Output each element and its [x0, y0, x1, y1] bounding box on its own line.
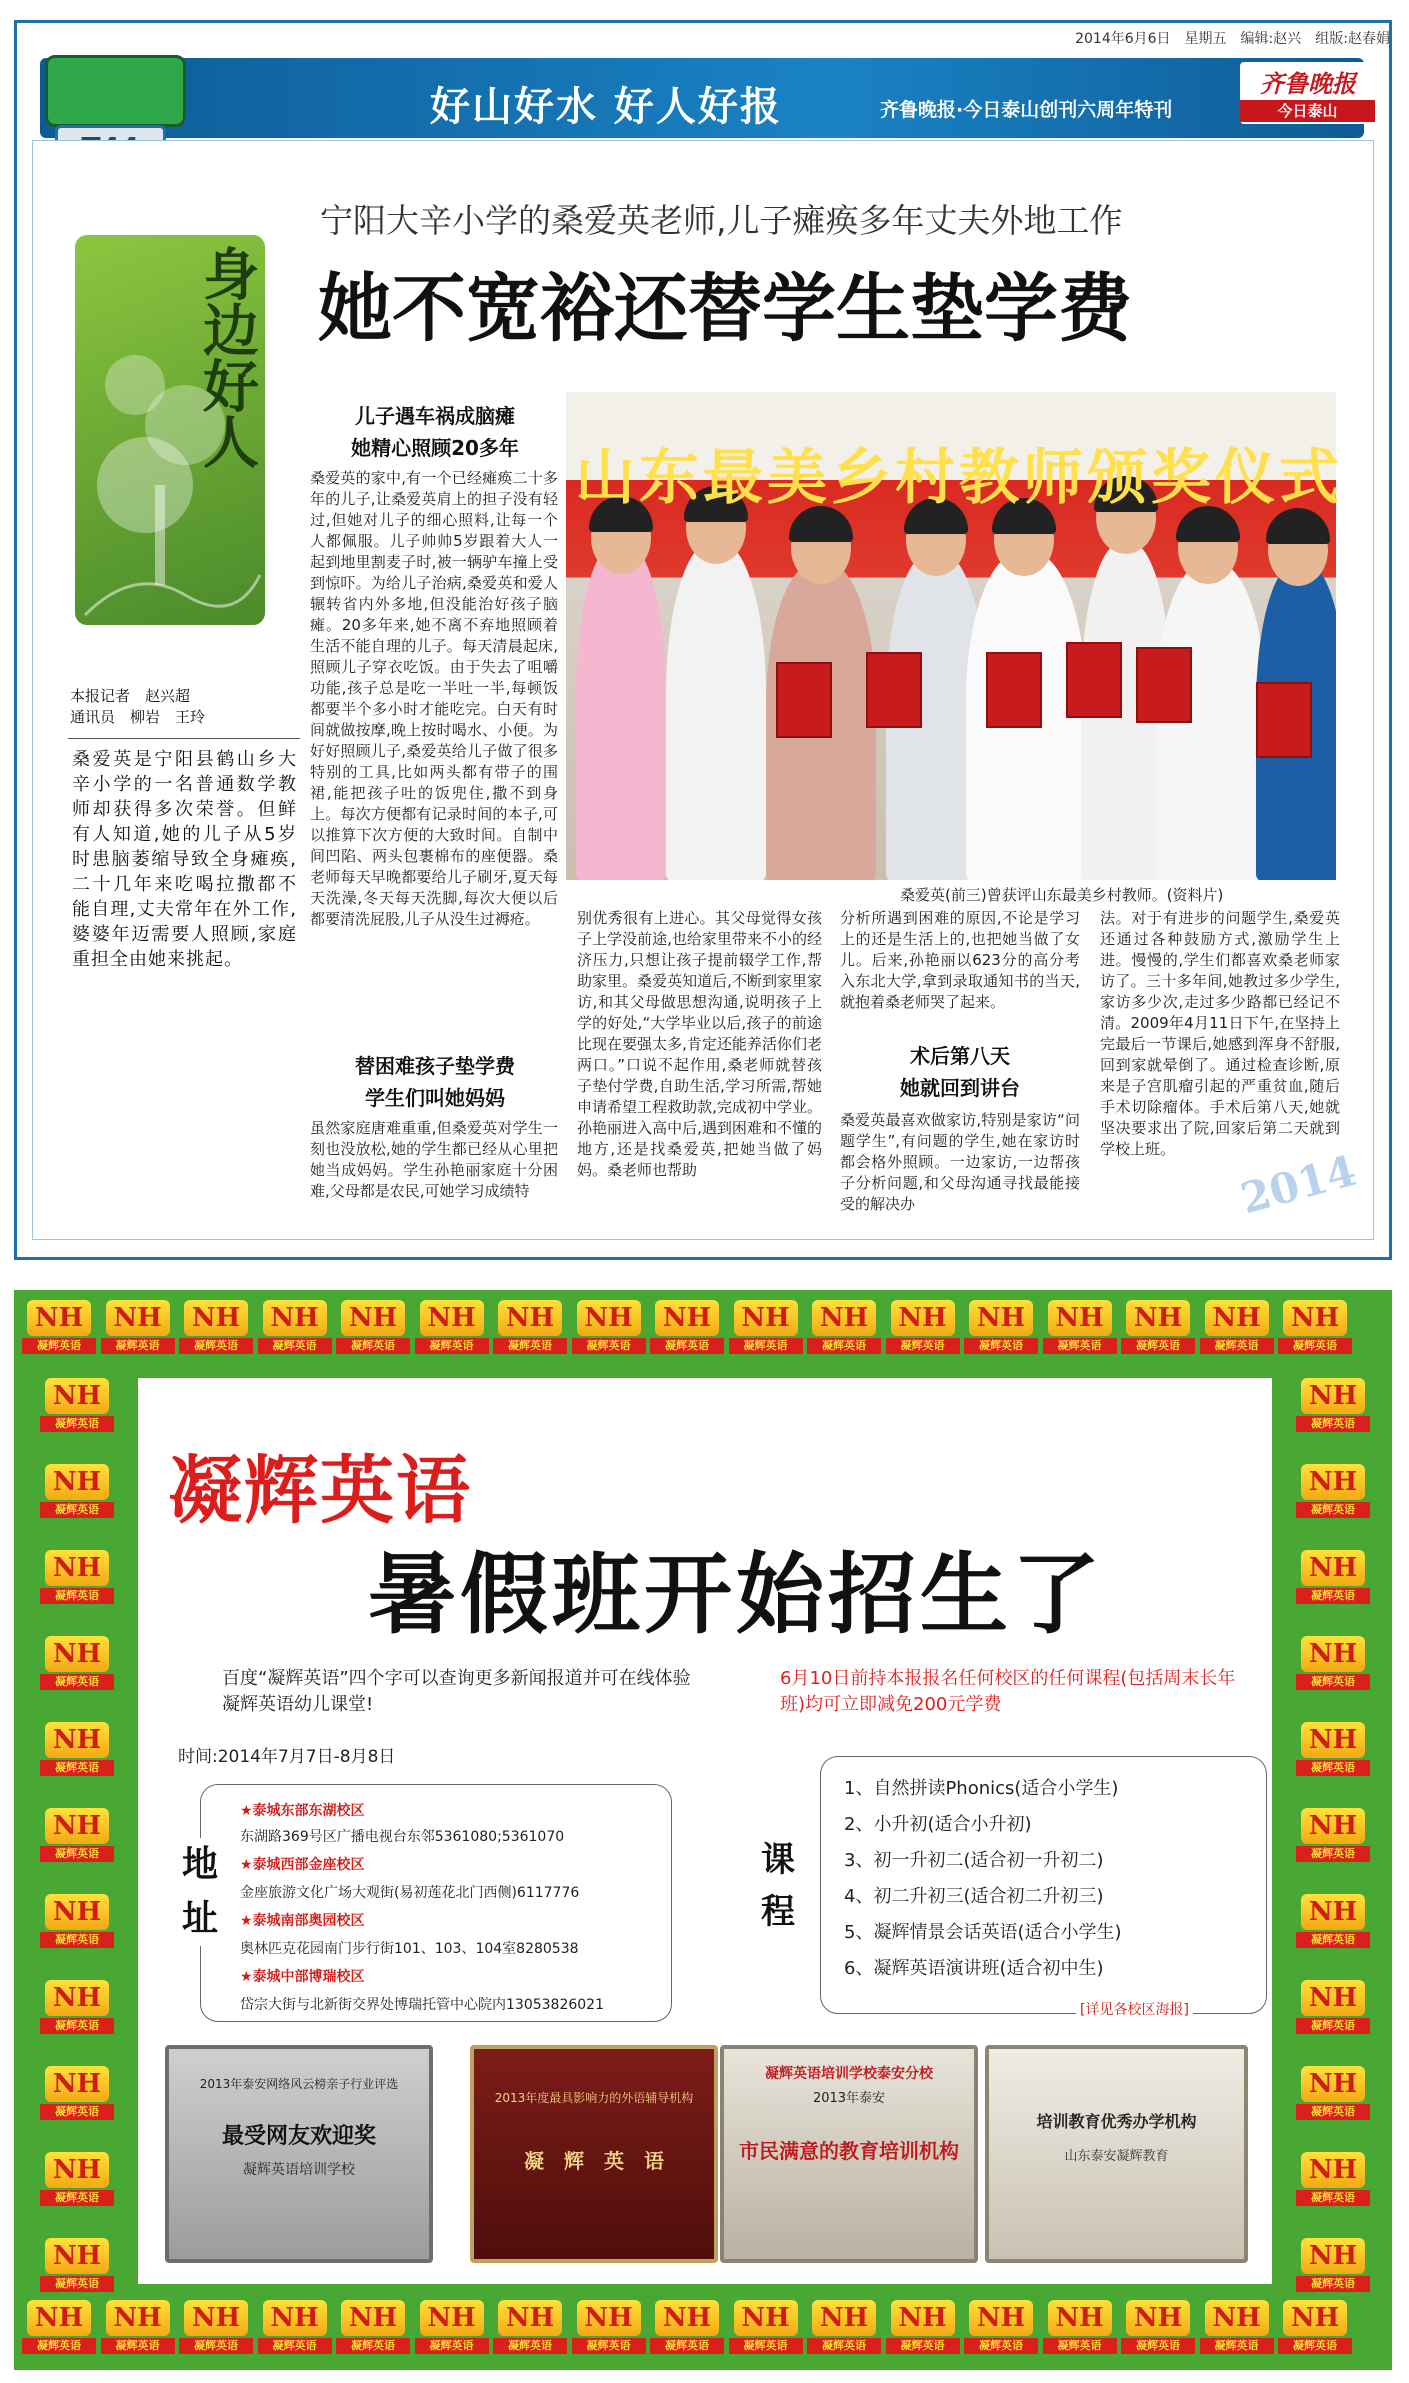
- brand-logo: 齐鲁晚报: [1260, 69, 1356, 98]
- nh-logo-tile: [1296, 1636, 1370, 1694]
- plaque-line: 2013年度最具影响力的外语辅导机构: [494, 2091, 694, 2105]
- nh-logo-icon: NH: [45, 2066, 109, 2102]
- tile-label: 凝辉英语: [101, 2338, 175, 2354]
- nh-logo-icon: NH: [45, 1550, 109, 1586]
- nh-logo-tile: [493, 2300, 567, 2358]
- tile-label: 凝辉英语: [1296, 2018, 1370, 2034]
- plaque-line: 凝 辉 英 语: [524, 2149, 664, 2173]
- nh-logo-icon: NH: [45, 1464, 109, 1500]
- tile-label: 凝辉英语: [336, 1338, 410, 1354]
- tile-label: 凝辉英语: [336, 2338, 410, 2354]
- nh-logo-tile: [179, 1300, 253, 1358]
- nh-logo-tile: [22, 1300, 96, 1358]
- tile-label: 凝辉英语: [101, 1338, 175, 1354]
- tile-label: 凝辉英语: [886, 1338, 960, 1354]
- nh-logo-tile: [807, 2300, 881, 2358]
- campus-address: 奥林匹克花园南门步行街101、103、104室8280538: [240, 1941, 579, 1957]
- page-tab: [45, 55, 186, 127]
- nh-logo-icon: NH: [420, 1300, 484, 1336]
- nh-logo-tile: [1296, 1894, 1370, 1952]
- tile-label: 凝辉英语: [1121, 2338, 1195, 2354]
- nh-logo-icon: NH: [969, 2300, 1033, 2336]
- nh-logo-tile: [1296, 2152, 1370, 2210]
- tile-label: 凝辉英语: [1043, 1338, 1117, 1354]
- nh-logo-icon: NH: [1301, 1636, 1365, 1672]
- nh-logo-icon: NH: [734, 2300, 798, 2336]
- tile-label: 凝辉英语: [964, 1338, 1038, 1354]
- address-label: 地址: [180, 1838, 220, 1946]
- nh-logo-icon: NH: [45, 1894, 109, 1930]
- photo-banner-text: 山东最美乡村教师颁奖仪式: [575, 443, 1343, 513]
- tile-label: 凝辉英语: [1296, 1760, 1370, 1776]
- plaque-line: 最受网友欢迎奖: [221, 2124, 376, 2149]
- byline: [70, 686, 300, 728]
- nh-logo-icon: NH: [1301, 1980, 1365, 2016]
- nh-logo-icon: NH: [1048, 1300, 1112, 1336]
- tile-label: 凝辉英语: [964, 2338, 1038, 2354]
- nh-logo-icon: NH: [45, 1378, 109, 1414]
- plaque-line: 培训教育优秀办学机构: [1036, 2112, 1197, 2131]
- year-watermark: 2014: [1235, 1145, 1362, 1224]
- award-plaque: [985, 2045, 1248, 2263]
- nh-logo-tile: [336, 1300, 410, 1358]
- nh-logo-icon: NH: [184, 1300, 248, 1336]
- tile-label: 凝辉英语: [1043, 2338, 1117, 2354]
- nh-logo-icon: NH: [1048, 2300, 1112, 2336]
- subhead-1a: 儿子遇车祸成脑瘫: [355, 404, 515, 428]
- nh-logo-tile: [650, 2300, 724, 2358]
- nh-logo-tile: [1278, 1300, 1352, 1358]
- award-plaque: [165, 2045, 433, 2263]
- nh-logo-tile: [40, 1378, 114, 1436]
- nh-logo-tile: [493, 1300, 567, 1358]
- tile-label: 凝辉英语: [40, 1932, 114, 1948]
- tile-label: 凝辉英语: [40, 1846, 114, 1862]
- nh-logo-tile: [1296, 1808, 1370, 1866]
- plaque-line: 凝辉英语培训学校: [243, 2162, 355, 2178]
- tile-label: 凝辉英语: [22, 1338, 96, 1354]
- subhead-1b: 她精心照顾20多年: [351, 436, 519, 460]
- nh-logo-icon: NH: [1301, 1550, 1365, 1586]
- nh-logo-icon: NH: [106, 2300, 170, 2336]
- tile-label: 凝辉英语: [729, 2338, 803, 2354]
- nh-logo-icon: NH: [1283, 2300, 1347, 2336]
- campus-name: ★泰城西部金座校区: [240, 1857, 365, 1873]
- nh-logo-icon: NH: [1301, 2152, 1365, 2188]
- nh-logo-tile: [40, 2238, 114, 2296]
- campus-name: ★泰城东部东湖校区: [240, 1803, 365, 1819]
- tile-label: 凝辉英语: [493, 2338, 567, 2354]
- nh-logo-icon: NH: [1283, 1300, 1347, 1336]
- plaque-line: 2013年泰安网络风云榜亲子行业评选: [199, 2077, 399, 2091]
- course-note: [详见各校区海报]: [1076, 1999, 1193, 2019]
- nh-logo-tile: [101, 1300, 175, 1358]
- banner-subtitle: 齐鲁晚报·今日泰山创刊六周年特刊: [880, 99, 1173, 121]
- nh-logo-tile: [807, 1300, 881, 1358]
- nh-logo-icon: NH: [498, 2300, 562, 2336]
- nh-logo-tile: [101, 2300, 175, 2358]
- tile-label: 凝辉英语: [1296, 2104, 1370, 2120]
- tile-label: 凝辉英语: [40, 1588, 114, 1604]
- nh-logo-icon: NH: [106, 1300, 170, 1336]
- nh-logo-tile: [40, 1808, 114, 1866]
- banner-title: 好山好水 好人好报: [430, 83, 782, 130]
- nh-logo-tile: [40, 1894, 114, 1952]
- tile-label: 凝辉英语: [179, 2338, 253, 2354]
- award-plaque: [720, 2045, 978, 2263]
- ad-time: 时间:2014年7月7日-8月8日: [178, 1747, 396, 1767]
- campus-name: ★泰城中部博瑞校区: [240, 1969, 365, 1985]
- nh-logo-icon: NH: [1205, 1300, 1269, 1336]
- nh-logo-tile: [415, 1300, 489, 1358]
- tile-label: 凝辉英语: [650, 2338, 724, 2354]
- person-figure: [576, 542, 666, 880]
- nh-logo-tile: [1043, 2300, 1117, 2358]
- nh-logo-icon: NH: [577, 1300, 641, 1336]
- article-column-2: 别优秀很有上进心。其父母觉得女孩子上学没前途,也给家里带来不小的经济压力,只想让孩子提前辍学工作,帮助家里。桑爱英知道后,不断到家里家访,和其父母做思想沟通,说明孩子上学的好处,“大学毕业以后,孩子的前途比现在要强太多,肯定还能养活你们老两口。”口说不起作用,桑老师就替孩子垫付学费,自助生活,学习所需,帮她申请希望工程救助款,完成初中学业。孙艳丽进入高中后,遇到困难和不懂的地方,还是找桑爱英,把她当做了妈妈。桑老师也帮助: [577, 909, 822, 1179]
- subhead-2b: 学生们叫她妈妈: [365, 1086, 505, 1110]
- nh-logo-tile: [572, 2300, 646, 2358]
- tile-label: 凝辉英语: [22, 2338, 96, 2354]
- nh-logo-icon: NH: [45, 1722, 109, 1758]
- nh-logo-tile: [1296, 1980, 1370, 2038]
- nh-logo-icon: NH: [1301, 1722, 1365, 1758]
- column-label: 身边好人: [194, 245, 259, 469]
- photo-caption: 桑爱英(前三)曾获评山东最美乡村教师。(资料片): [900, 886, 1224, 904]
- tile-label: 凝辉英语: [1200, 2338, 1274, 2354]
- subhead-3b: 她就回到讲台: [900, 1076, 1020, 1100]
- tile-label: 凝辉英语: [1278, 1338, 1352, 1354]
- course-item: 4、初二升初三(适合初二升初三): [844, 1886, 1104, 1907]
- award-plaque: [470, 2045, 718, 2263]
- nh-logo-tile: [1278, 2300, 1352, 2358]
- nh-logo-tile: [258, 1300, 332, 1358]
- article-column-1: 桑爱英的家中,有一个已经瘫痪二十多年的儿子,让桑爱英肩上的担子没有轻过,但她对儿子的细心照料,让每一个人都佩服。儿子帅帅5岁跟着大人一起到地里割麦子时,被一辆驴车撞上受到惊吓。为给儿子治病,桑爱英和爱人辗转省内外多地,但没能治好孩子脑瘫。20多年来,她不离不弃地照顾着生活不能自理的儿子。每天清晨起床,照顾儿子穿衣吃饭。由于失去了咀嚼功能,孩子总是吃一半吐一半,每顿饭都要半个多小时才能吃完。白天有时间就做按摩,晚上按时喝水、小便。为好好照顾儿子,桑爱英给儿子做了很多特别的工具,比如两头都有带子的围裙,能把孩子吐的饭兜住,撒不到身上。每次方便都有记录时间的本子,可以推算下次方便的大致时间。自制中间凹陷、两头包裹棉布的座便器。桑老师每天早晚都要给儿子刷牙,夏天每天洗澡,冬天每天洗脚,每次大便以后都要清洗屁股,儿子从没生过褥疮。: [310, 469, 558, 928]
- nh-logo-icon: NH: [969, 1300, 1033, 1336]
- nh-logo-tile: [22, 2300, 96, 2358]
- nh-logo-icon: NH: [734, 1300, 798, 1336]
- course-item: 5、凝辉情景会话英语(适合小学生): [844, 1922, 1122, 1943]
- nh-logo-tile: [1043, 1300, 1117, 1358]
- tile-label: 凝辉英语: [40, 1674, 114, 1690]
- nh-logo-tile: [1200, 2300, 1274, 2358]
- plaque-line: 山东泰安凝辉教育: [1064, 2149, 1169, 2164]
- nh-logo-tile: [1296, 2066, 1370, 2124]
- nh-logo-tile: [40, 1722, 114, 1780]
- nh-logo-icon: NH: [812, 1300, 876, 1336]
- certificate: [776, 662, 832, 738]
- nh-logo-icon: NH: [263, 1300, 327, 1336]
- nh-logo-icon: NH: [812, 2300, 876, 2336]
- nh-logo-tile: [40, 2066, 114, 2124]
- nh-logo-tile: [40, 1636, 114, 1694]
- nh-logo-tile: [336, 2300, 410, 2358]
- brand-sublabel: 今日泰山: [1240, 100, 1375, 122]
- tile-label: 凝辉英语: [1278, 2338, 1352, 2354]
- tile-label: 凝辉英语: [1296, 1416, 1370, 1432]
- tile-label: 凝辉英语: [415, 2338, 489, 2354]
- nh-logo-tile: [1121, 2300, 1195, 2358]
- nh-logo-tile: [40, 1980, 114, 2038]
- nh-logo-icon: NH: [341, 2300, 405, 2336]
- nh-logo-tile: [415, 2300, 489, 2358]
- nh-logo-icon: NH: [420, 2300, 484, 2336]
- nh-logo-icon: NH: [1301, 2066, 1365, 2102]
- plaque-line: 市民满意的教育培训机构: [739, 2139, 959, 2163]
- nh-logo-tile: [1296, 1464, 1370, 1522]
- nh-logo-icon: NH: [45, 1808, 109, 1844]
- nh-logo-tile: [886, 2300, 960, 2358]
- ad-discount-note: 6月10日前持本报报名任何校区的任何课程(包括周末长年班)均可立即减免200元学费: [780, 1668, 1236, 1715]
- certificate: [986, 652, 1042, 728]
- nh-logo-tile: [1296, 1550, 1370, 1608]
- tile-label: 凝辉英语: [650, 1338, 724, 1354]
- tile-label: 凝辉英语: [415, 1338, 489, 1354]
- certificate: [1256, 682, 1312, 758]
- article-headline: 她不宽裕还替学生垫学费: [318, 266, 1132, 352]
- nh-logo-tile: [40, 2152, 114, 2210]
- tile-label: 凝辉英语: [40, 2276, 114, 2292]
- tile-label: 凝辉英语: [572, 2338, 646, 2354]
- nh-logo-tile: [40, 1550, 114, 1608]
- ad-search-note: 百度“凝辉英语”四个字可以查询更多新闻报道并可在线体验凝辉英语幼儿课堂!: [222, 1668, 691, 1715]
- tile-label: 凝辉英语: [807, 2338, 881, 2354]
- tile-label: 凝辉英语: [40, 2104, 114, 2120]
- article-column-1b: 虽然家庭唐难重重,但桑爱英对学生一刻也没放松,她的学生都已经从心里把她当成妈妈。学生孙艳丽家庭十分困难,父母都是农民,可她学习成绩特: [310, 1119, 558, 1200]
- article-lead: 桑爱英是宁阳县鹤山乡大辛小学的一名普通数学教师却获得多次荣誉。但鲜有人知道,她的儿子从5岁时患脑萎缩导致全身瘫痪,二十几年来吃喝拉撒都不能自理,丈夫常年在外工作,婆婆年迈需要人照顾,家庭重担全由她来挑起。: [72, 749, 297, 970]
- nh-logo-tile: [1296, 1722, 1370, 1780]
- byline-reporter: 本报记者 赵兴超: [70, 687, 191, 705]
- nh-logo-tile: [650, 1300, 724, 1358]
- nh-logo-icon: NH: [1126, 1300, 1190, 1336]
- subhead-3a: 术后第八天: [910, 1044, 1010, 1068]
- nh-logo-tile: [964, 1300, 1038, 1358]
- tile-label: 凝辉英语: [886, 2338, 960, 2354]
- nh-logo-tile: [729, 2300, 803, 2358]
- tile-label: 凝辉英语: [258, 2338, 332, 2354]
- nh-logo-tile: [1296, 2238, 1370, 2296]
- article-column-4: 法。对于有进步的问题学生,桑爱英还通过各种鼓励方式,激励学生上进。慢慢的,学生们都喜欢桑老师家访了。三十多年间,她教过多少学生,家访多少次,走过多少路都已经记不清。2009年4月11日下午,在坚持上完最后一节课后,她感到浑身不舒服,回到家就晕倒了。通过检查诊断,原来是子宫肌瘤引起的严重贫血,随后手术切除瘤体。手术后第八天,她就坚决要求出了院,回家后第二天就到学校上班。: [1100, 909, 1340, 1158]
- tile-label: 凝辉英语: [1296, 1932, 1370, 1948]
- nh-logo-tile: [572, 1300, 646, 1358]
- ad-brand: 凝辉英语: [168, 1448, 472, 1534]
- course-item: 1、自然拼读Phonics(适合小学生): [844, 1778, 1119, 1799]
- person-figure: [666, 542, 766, 880]
- nh-logo-icon: NH: [27, 1300, 91, 1336]
- subhead-2a: 替困难孩子垫学费: [355, 1054, 515, 1078]
- nh-logo-icon: NH: [655, 1300, 719, 1336]
- tile-label: 凝辉英语: [807, 1338, 881, 1354]
- tile-label: 凝辉英语: [179, 1338, 253, 1354]
- tile-label: 凝辉英语: [40, 1760, 114, 1776]
- tile-label: 凝辉英语: [40, 2190, 114, 2206]
- nh-logo-tile: [1296, 1378, 1370, 1436]
- tile-label: 凝辉英语: [1296, 2276, 1370, 2292]
- nh-logo-tile: [40, 1464, 114, 1522]
- nh-logo-icon: NH: [577, 2300, 641, 2336]
- tile-label: 凝辉英语: [40, 1416, 114, 1432]
- nh-logo-icon: NH: [1301, 1464, 1365, 1500]
- nh-logo-icon: NH: [45, 1636, 109, 1672]
- ad-headline: 暑假班开始招生了: [368, 1543, 1105, 1646]
- nh-logo-icon: NH: [1301, 2238, 1365, 2274]
- nh-logo-icon: NH: [45, 2152, 109, 2188]
- nh-logo-icon: NH: [27, 2300, 91, 2336]
- nh-logo-tile: [729, 1300, 803, 1358]
- nh-logo-icon: NH: [891, 1300, 955, 1336]
- course-item: 2、小升初(适合小升初): [844, 1814, 1032, 1835]
- article-deck: 宁阳大辛小学的桑爱英老师,儿子瘫痪多年丈夫外地工作: [320, 201, 1123, 240]
- nh-logo-icon: NH: [1301, 1808, 1365, 1844]
- course-item: 6、凝辉英语演讲班(适合初中生): [844, 1958, 1104, 1979]
- campus-address: 东湖路369号区广播电视台东邻5361080;5361070: [240, 1829, 565, 1845]
- tile-label: 凝辉英语: [1121, 1338, 1195, 1354]
- tile-label: 凝辉英语: [1296, 1846, 1370, 1862]
- article-column-3: 分析所遇到困难的原因,不论是学习上的还是生活上的,也把她当做了女儿。后来,孙艳丽以623分的高分考入东北大学,拿到录取通知书的当天,就抱着桑老师哭了起来。: [840, 909, 1080, 1011]
- nh-logo-icon: NH: [263, 2300, 327, 2336]
- tile-label: 凝辉英语: [1296, 1674, 1370, 1690]
- certificate: [866, 652, 922, 728]
- nh-logo-tile: [886, 1300, 960, 1358]
- tile-label: 凝辉英语: [1296, 1502, 1370, 1518]
- byline-correspondent: 通讯员 柳岩 王玲: [70, 708, 206, 726]
- tile-label: 凝辉英语: [1200, 1338, 1274, 1354]
- campus-address: 岱宗大街与北新街交界处博瑞托管中心院内13053826021: [240, 1997, 604, 2013]
- nh-logo-tile: [1121, 1300, 1195, 1358]
- course-item: 3、初一升初二(适合初一升初二): [844, 1850, 1104, 1871]
- plaque-line: 2013年泰安: [812, 2091, 886, 2106]
- nh-logo-icon: NH: [1205, 2300, 1269, 2336]
- tile-label: 凝辉英语: [258, 1338, 332, 1354]
- article-column-3b: 桑爱英最喜欢做家访,特别是家访“问题学生”,有问题的学生,她在家访时都会格外照顾。一边家访,一边帮孩子分析问题,和父母沟通寻找最能接受的解决办: [840, 1111, 1080, 1213]
- nh-logo-icon: NH: [341, 1300, 405, 1336]
- nh-logo-icon: NH: [1301, 1894, 1365, 1930]
- nh-logo-icon: NH: [45, 2238, 109, 2274]
- tile-label: 凝辉英语: [40, 1502, 114, 1518]
- dateline: 2014年6月6日 星期五 编辑:赵兴 组版:赵春娟: [1075, 31, 1390, 47]
- course-label: 课程: [761, 1840, 795, 1932]
- tile-label: 凝辉英语: [572, 1338, 646, 1354]
- campus-address: 金座旅游文化广场大观街(易初莲花北门西侧)6117776: [240, 1885, 580, 1901]
- tile-label: 凝辉英语: [1296, 2190, 1370, 2206]
- nh-logo-icon: NH: [891, 2300, 955, 2336]
- nh-logo-icon: NH: [1126, 2300, 1190, 2336]
- nh-logo-tile: [179, 2300, 253, 2358]
- tile-label: 凝辉英语: [493, 1338, 567, 1354]
- tile-label: 凝辉英语: [40, 2018, 114, 2034]
- tile-label: 凝辉英语: [1296, 1588, 1370, 1604]
- lead-divider: [68, 738, 300, 747]
- plaque-line: 凝辉英语培训学校泰安分校: [765, 2066, 933, 2082]
- tile-label: 凝辉英语: [729, 1338, 803, 1354]
- nh-logo-icon: NH: [498, 1300, 562, 1336]
- certificate: [1066, 642, 1122, 718]
- nh-logo-icon: NH: [1301, 1378, 1365, 1414]
- campus-name: ★泰城南部奥园校区: [240, 1913, 365, 1929]
- nh-logo-tile: [1200, 1300, 1274, 1358]
- nh-logo-tile: [258, 2300, 332, 2358]
- certificate: [1136, 647, 1192, 723]
- nh-logo-tile: [964, 2300, 1038, 2358]
- nh-logo-icon: NH: [45, 1980, 109, 2016]
- nh-logo-icon: NH: [655, 2300, 719, 2336]
- nh-logo-icon: NH: [184, 2300, 248, 2336]
